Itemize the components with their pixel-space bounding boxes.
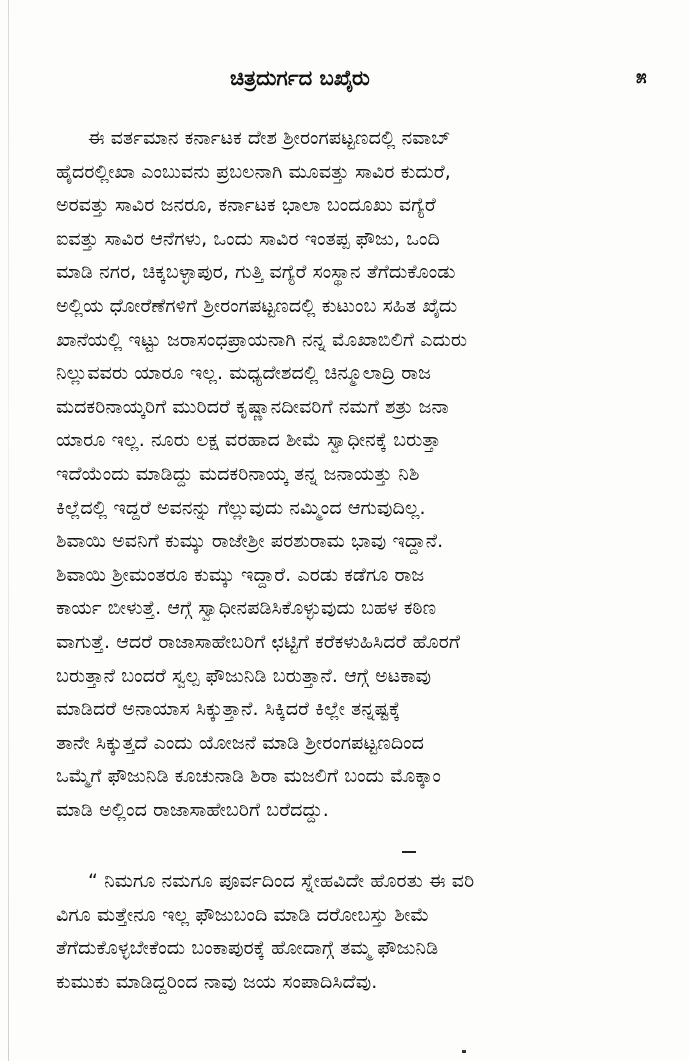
- text-line: ಅಲ್ಲಿಯ ಧೋರೆಣೆಗಳಿಗೆ ಶ್ರೀರಂಗಪಟ್ಟಣದಲ್ಲಿ ಕುಟುಂಬ ಸಹಿತ ಖೈದು: [56, 294, 458, 317]
- ink-speck: [462, 1050, 466, 1053]
- text-line: ತಾನೇ ಸಿಕ್ಕುತ್ತದೆ ಎಂದು ಯೋಜನೆ ಮಾಡಿ ಶ್ರೀರಂಗಪಟ್ಟಣದಿಂದ: [56, 731, 425, 754]
- text-line: ವಾಗುತ್ತೆ. ಆದರೆ ರಾಜಾಸಾಹೇಬರಿಗೆ ಛಟ್ಟಿಗೆ ಕರೆಕಳುಹಿಸಿದರೆ ಹೊರಗೆ: [56, 630, 461, 653]
- text-line: ಈ ವರ್ತಮಾನ ಕರ್ನಾಟಕ ದೇಶ ಶ್ರೀರಂಗಪಟ್ಟಣದಲ್ಲಿ ನವಾಬ್: [88, 127, 451, 149]
- text-line: ತೆಗೆದುಕೊಳ್ಳಬೇಕೆಂದು ಬಂಕಾಪುರಕ್ಕೆ ಹೋದಾಗ್ಗೆ ತಮ್ಮ ಫೌಜುನಿಡಿ: [56, 937, 439, 960]
- paragraph-1: [56, 122, 656, 827]
- text-line: ಕಾರ್ಯ ಬೀಳುತ್ತೆ. ಆಗ್ಗೆ ಸ್ವಾಧೀನಪಡಿಸಿಕೊಳ್ಳುವುದು ಬಹಳ ಕಠಿಣ: [56, 597, 437, 620]
- text-line: ಖಾನೆಯಲ್ಲಿ ಇಟ್ಟು ಜರಾಸಂಧಪ್ರಾಯನಾಗಿ ನನ್ನ ಮೊಖಾಬಿಲಿಗೆ ಎದುರು: [56, 328, 468, 351]
- text-line: ಮಾಡಿ ನಗರ, ಚಿಕ್ಕಬಳ್ಳಾಪುರ, ಗುತ್ತಿ ವಗ್ಯೆರೆ ಸಂಸ್ಥಾನ ತೆಗೆದುಕೊಂಡು: [56, 261, 456, 284]
- text-line: ಅರವತ್ತು ಸಾವಿರ ಜನರೂ, ಕರ್ನಾಟಕ ಭಾಲಾ ಬಂದೂಖು ವಗ್ಯೆರೆ: [56, 194, 436, 217]
- text-line: ಕುಮುಕು ಮಾಡಿದ್ದರಿಂದ ನಾವು ಜಯ ಸಂಪಾದಿಸಿದೆವು.: [56, 970, 378, 993]
- text-line: ಶಿವಾಯಿ ಅವನಿಗೆ ಕುಮ್ಕು ರಾಜೇಶ್ರೀ ಪರಶುರಾಮ ಭಾವು ಇದ್ದಾನೆ.: [56, 530, 444, 553]
- running-title: ಚಿತ್ರದುರ್ಗದ ಬಖೈರು: [230, 66, 370, 90]
- text-line: ಇದೆಯೆಂದು ಮಾಡಿದ್ದು ಮದಕರಿನಾಯ್ಕ ತನ್ನ ಜನಾಯತ್ತು ನಿಶಿ: [56, 462, 420, 485]
- text-line: ಐವತ್ತು ಸಾವಿರ ಆನೆಗಳು, ಒಂದು ಸಾವಿರ ಇಂತಪ್ಪ ಫೌಜು, ಒಂದಿ: [56, 227, 440, 250]
- text-line: ಯಾರೂ ಇಲ್ಲ. ನೂರು ಲಕ್ಷ ವರಹಾದ ಶೀಮೆ ಸ್ವಾಧೀನಕ್ಕೆ ಬರುತ್ತಾ: [56, 429, 441, 452]
- page-header: [0, 66, 689, 100]
- text-line: ಶಿವಾಯಿ ಶ್ರೀಮಂತರೂ ಕುಮ್ಕು ಇದ್ದಾರೆ. ಎರಡು ಕಡೆಗೂ ರಾಜ: [56, 563, 425, 586]
- text-line: ಮದಕರಿನಾಯ್ಕರಿಗೆ ಮುರಿದರೆ ಕೃಷ್ಣಾನದೀವರಿಗೆ ನಮಗೆ ಶತ್ರು ಜನಾ: [56, 395, 449, 418]
- text-line: ಮಾಡಿದರೆ ಅನಾಯಾಸ ಸಿಕ್ಕುತ್ತಾನೆ. ಸಿಕ್ಕಿದರೆ ಕಿಲ್ಲೇ ತನ್ನಷ್ಟಕ್ಕೆ: [56, 698, 401, 721]
- paragraph-2: [56, 865, 656, 999]
- text-line: “ ನಿಮಗೂ ನಮಗೂ ಪೂರ್ವದಿಂದ ಸ್ನೇಹವಿದೇ ಹೊರತು ಈ ವರಿ: [88, 870, 475, 892]
- text-line: ವಿಗೂ ಮತ್ತೇನೂ ಇಲ್ಲ ಫೌಜುಬಂದಿ ಮಾಡಿ ದರೋಬಸ್ತು ಶೀಮೆ: [56, 903, 430, 926]
- text-line: ಕಿಲ್ಲೆದಲ್ಲಿ ಇದ್ದರೆ ಅವನನ್ನು ಗೆಲ್ಲುವುದು ನಮ್ಮಿಂದ ಆಗುವುದಿಲ್ಲ.: [56, 496, 426, 519]
- scan-edge-shadow: [8, 0, 9, 1061]
- text-line: ಮಾಡಿ ಅಲ್ಲಿಂದ ರಾಜಾಸಾಹೇಬರಿಗೆ ಬರೆದದ್ದು.: [56, 798, 329, 821]
- page-number: ೫: [636, 66, 647, 88]
- text-line: ನಿಲ್ಲುವವರು ಯಾರೂ ಇಲ್ಲ. ಮಧ್ಯದೇಶದಲ್ಲಿ ಚಿನ್ಮೂಲಾದ್ರಿ ರಾಜ: [56, 362, 431, 385]
- text-line: ಬರುತ್ತಾನೆ ಬಂದರೆ ಸ್ವಲ್ಪ ಫೌಜುನಿಡಿ ಬರುತ್ತಾನೆ. ಆಗ್ಗೆ ಅಟಕಾವು: [56, 664, 432, 687]
- text-line: ಒಮ್ಮೆಗೆ ಫೌಜುನಿಡಿ ಕೂಚುನಾಡಿ ಶಿರಾ ಮಜಲಿಗೆ ಬಂದು ಮೊಕ್ಕಾಂ: [56, 765, 441, 788]
- text-line: ಹೈದರಲ್ಲೀಖಾ ಎಂಬುವನು ಪ್ರಬಲನಾಗಿ ಮೂವತ್ತು ಸಾವಿರ ಕುದುರೆ,: [56, 160, 451, 183]
- section-separator: [402, 851, 416, 853]
